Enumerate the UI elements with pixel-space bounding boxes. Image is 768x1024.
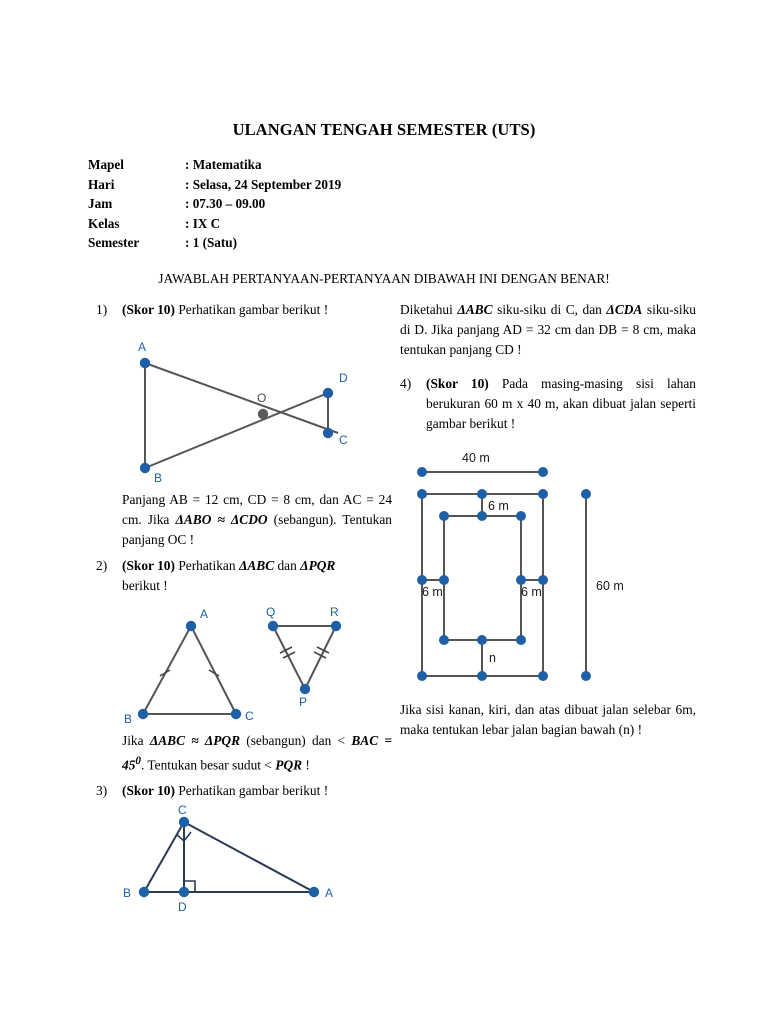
left-column: [96, 300, 392, 916]
question-2-angle-math: BAC = 45: [122, 733, 392, 773]
question-2-math-pqr: ΔPQR: [300, 558, 336, 573]
question-2-similar-math: ΔABC ≈ ΔPQR: [149, 733, 240, 748]
meta-value-hari: : Selasa, 24 September 2019: [185, 176, 342, 192]
question-3-prompt: [122, 781, 392, 801]
question-2-after-d: !: [302, 757, 310, 773]
q3r-math-cda: ΔCDA: [606, 302, 643, 317]
question-2-skor: (Skor 10): [122, 558, 175, 573]
q3-label-b: B: [123, 886, 132, 901]
question-1-header: [96, 300, 392, 320]
question-3-statement: [400, 300, 696, 360]
question-2-after-b: (sebangun) dan <: [240, 733, 346, 748]
meta-row-hari: [88, 175, 341, 195]
question-2-prompt-b: dan: [274, 558, 301, 573]
q3-label-c: C: [178, 803, 187, 818]
question-1-line2a: AC = 24 cm. Jika: [122, 492, 393, 527]
q1-label-o: O: [257, 391, 267, 405]
meta-row-mapel: [88, 155, 341, 175]
question-2-header: [96, 556, 392, 596]
q3r-line-a: Diketahui: [400, 302, 458, 317]
question-2-figure: [96, 596, 392, 731]
q3r-math-abc: ΔABC: [457, 302, 493, 317]
q2-label-a: A: [200, 607, 209, 621]
question-1-line1: Panjang AB = 12 cm, CD = 8 cm, dan: [122, 492, 339, 507]
q2-label-q: Q: [266, 605, 276, 619]
meta-label-kelas: Kelas: [88, 215, 120, 231]
question-3-skor: (Skor 10): [122, 783, 175, 799]
question-4-number: 4): [400, 376, 412, 391]
q2-label-p: P: [299, 695, 308, 709]
instruction-line: JAWABLAH PERTANYAAN-PERTANYAAN DIBAWAH INI DENGAN BENAR!: [158, 271, 610, 286]
page-title: ULANGAN TENGAH SEMESTER (UTS): [232, 120, 536, 139]
meta-value-jam: : 07.30 – 09.00: [185, 196, 266, 211]
q1-label-d: D: [339, 371, 348, 385]
q4-label-n: n: [489, 651, 496, 665]
meta-row-semester: [88, 233, 341, 253]
q4-label-right-6m: 6 m: [521, 585, 542, 599]
q4-label-40m: 40 m: [462, 451, 490, 465]
meta-row-jam: [88, 194, 341, 214]
right-column: [400, 300, 696, 740]
question-2-prompt-a: Perhatikan: [178, 558, 239, 573]
question-1-similar-math: ΔABO ≈ ΔCDO: [175, 512, 268, 527]
question-1-skor: (Skor 10): [122, 302, 175, 317]
q1-label-c: C: [339, 433, 348, 447]
question-3-number: 3): [96, 783, 108, 799]
q3r-line-b: siku-siku di C, dan: [492, 302, 602, 317]
q1-label-a: A: [138, 340, 147, 354]
question-1-text: [122, 490, 392, 550]
meta-value-kelas: : IX C: [185, 215, 221, 231]
q2-label-b: B: [124, 712, 133, 726]
question-2-number: 2): [96, 558, 108, 573]
question-3-prompt-text: Perhatikan gambar berikut !: [178, 783, 329, 799]
question-4-figure: [400, 444, 696, 694]
question-2-math-abc: ΔABC: [238, 558, 275, 573]
q4-label-60m: 60 m: [596, 579, 624, 593]
question-3-header: [96, 781, 392, 801]
question-2-after-a: Jika: [122, 733, 150, 748]
question-1-prompt: [122, 300, 392, 320]
question-4-prompt-text: Pada masing-masing sisi lahan berukuran 60 m x 40 m, akan dibuat jalan seperti gambar berikut !: [426, 376, 696, 431]
q1-label-b: B: [154, 471, 163, 485]
question-1-prompt-text: Perhatikan gambar berikut !: [178, 302, 329, 317]
question-2-target-math: PQR: [275, 757, 303, 773]
q2-label-c: C: [245, 709, 254, 723]
question-1-line3: (sebangun). Tentukan panjang OC !: [122, 512, 392, 547]
q3r-line-c: siku-siku di D. Jika panjang AD = 32 cm dan DB = 8 cm, maka tentukan panjang CD !: [400, 302, 697, 357]
q3-label-a: A: [325, 886, 334, 901]
question-4-skor: (Skor 10): [426, 376, 489, 391]
question-4-text: Jika sisi kanan, kiri, dan atas dibuat jalan selebar 6m, maka tentukan lebar jalan bagian bawah (n) !: [400, 702, 696, 737]
question-2-prompt: [122, 556, 392, 596]
question-2-text: [122, 731, 392, 775]
question-2-prompt-c: berikut !: [122, 578, 168, 593]
q3-label-d: D: [178, 900, 187, 915]
meta-label-mapel: Mapel: [88, 157, 124, 172]
meta-row-kelas: [88, 214, 341, 234]
exam-metadata: [88, 155, 341, 253]
q4-label-top-6m: 6 m: [488, 499, 509, 513]
meta-value-mapel: : Matematika: [185, 157, 262, 172]
q4-label-left-6m: 6 m: [422, 585, 443, 599]
meta-label-semester: Semester: [88, 235, 140, 250]
question-1-number: 1): [96, 302, 108, 317]
question-3-figure: [96, 801, 392, 916]
meta-value-semester: : 1 (Satu): [185, 235, 238, 250]
question-1-figure: [96, 320, 392, 490]
question-2-after-c: . Tentukan besar sudut <: [140, 757, 272, 773]
meta-label-jam: Jam: [88, 196, 113, 211]
question-4-header: [400, 374, 696, 434]
question-2-degree-sup: 0: [135, 755, 141, 767]
meta-label-hari: Hari: [88, 176, 115, 192]
q2-label-r: R: [330, 605, 339, 619]
question-4-prompt: [426, 374, 696, 434]
